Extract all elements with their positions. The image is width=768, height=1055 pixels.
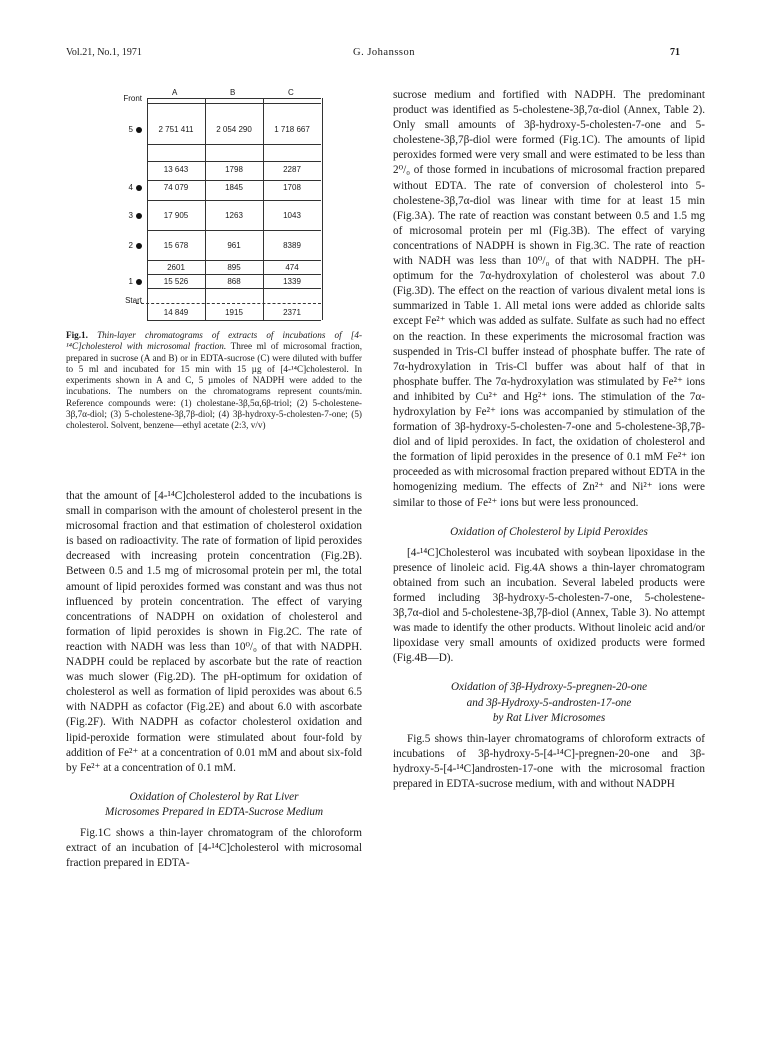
- count-cell: 15 526: [163, 277, 189, 286]
- section-heading: Oxidation of Cholesterol by Lipid Peroxides: [450, 525, 648, 538]
- section-heading-line: by Rat Liver Microsomes: [492, 711, 606, 724]
- reference-spot-icon: [136, 279, 142, 285]
- paragraph: Fig.5 shows thin-layer chromatograms of chloroform extracts of incubations of 3β-hydroxy-5-[4-¹⁴C]-pregnen-20-one and 3β-hydroxy-5-[4-¹⁴C]androsten-17-one with the microsomal fraction prepared in EDTA-sucrose medium, with and without NADPH: [393, 732, 705, 791]
- paragraph: [4-¹⁴C]Cholesterol was incubated with soybean lipoxidase in the presence of linoleic acid. Fig.4A shows a thin-layer chromatogram obtained from such an incubation. Several labeled products were formed including 3β-hydroxy-5-cholesten-7-one, 5-cholestene-3β,7α-diol and 5-cholestene-3β,7β-diol (Annex, Table 3). No attempt was made to identify the other products. Without linoleic acid and/or lipoxidase very small amounts of oxidized products were formed (Fig.4B—D).: [393, 546, 705, 665]
- right-text-column: [393, 88, 705, 792]
- count-cell: 15 678: [163, 241, 189, 250]
- reference-4-label: 4: [96, 183, 142, 192]
- count-cell: 2601: [167, 263, 185, 272]
- count-cell: 1263: [225, 211, 243, 220]
- count-cell: 74 079: [163, 183, 189, 192]
- count-cell: 1798: [225, 165, 243, 174]
- front-line: [147, 98, 321, 99]
- count-cell: 1043: [283, 211, 301, 220]
- band-boundary: [147, 161, 321, 162]
- count-cell: 14 849: [163, 308, 189, 317]
- band-boundary: [147, 274, 321, 275]
- paragraph: that the amount of [4-¹⁴C]cholesterol added to the incubations is small in comparison with the amount of cholesterol present in the microsomal fraction and that estimation of cholesterol oxidation is based on radioactivity. The rate of formation of lipid peroxides decreased with increasing protein concentration (Fig.2B). Between 0.5 and 1.5 mg of microsomal protein per ml, the total amount of lipid peroxides formed was constant and was thus not influenced by protein concentration. The effect of varying concentrations of NADPH on oxidation of cholesterol and formation of lipid peroxides is shown in Fig.2C. The rate of reaction with NADH was less than 10⁰/₀ of that with NADPH. NADPH could be replaced by ascorbate but the rate of reaction was much slower (Fig.2D). The pH-optimum for oxidation of cholesterol as well as formation of lipid peroxides was about 6.5 with NADPH as cofactor (Fig.2E) and about 6.0 with ascorbate (Fig.2F). With NADPH as cofactor cholesterol oxidation and lipid-peroxide formation were stimulated about four-fold by addition of Fe²⁺ at a concentration of 0.01 mM and about six-fold by Fe²⁺ at a concentration of 0.1 mM.: [66, 490, 362, 774]
- section-heading-line: Oxidation of 3β-Hydroxy-5-pregnen-20-one: [450, 681, 648, 694]
- count-cell: 1915: [225, 308, 243, 317]
- section-heading-line: Oxidation of Cholesterol by Rat Liver: [129, 790, 299, 803]
- reference-5-label: 5: [96, 125, 142, 134]
- front-line: [147, 103, 321, 104]
- section-heading-line: and 3β-Hydroxy-5-androsten-17-one: [466, 696, 632, 709]
- count-cell: 17 905: [163, 211, 189, 220]
- count-cell: 1845: [225, 183, 243, 192]
- band-boundary: [147, 144, 321, 145]
- caption-lead: Fig.1.: [66, 330, 88, 340]
- reference-spot-icon: [136, 185, 142, 191]
- band-boundary: [147, 320, 321, 321]
- count-cell: 474: [285, 263, 299, 272]
- column-label-a: A: [172, 88, 178, 97]
- page-number: 71: [670, 47, 680, 58]
- count-cell: 961: [227, 241, 241, 250]
- column-label-b: B: [230, 88, 236, 97]
- journal-volume: Vol.21, No.1, 1971: [66, 47, 142, 58]
- reference-3-label: 3: [96, 211, 142, 220]
- count-cell: 2287: [283, 165, 301, 174]
- reference-spot-icon: [136, 127, 142, 133]
- count-cell: 2 751 411: [158, 125, 194, 134]
- figure-1-chromatogram: [96, 88, 326, 328]
- count-cell: 8389: [283, 241, 301, 250]
- section-heading: [66, 790, 362, 820]
- section-heading-line: Microsomes Prepared in EDTA-Sucrose Medium: [104, 805, 324, 818]
- section-heading: [393, 680, 705, 725]
- count-cell: 13 643: [163, 165, 189, 174]
- band-boundary: [147, 260, 321, 261]
- caption-body: Three ml of microsomal fraction, prepared in sucrose (A and B) or in EDTA-sucrose (C) were diluted with buffer to 5 ml and incubated for 15 min with 15 µg of [4-¹⁴C]cholesterol. In experiments shown in A and C, 5 µmoles of NADPH were added to the incubations. The numbers on the chromatograms represent counts/min. Reference compounds were: (1) cholestane-3β,5α,6β-triol; (2) 5-cholestene-3β,7α-diol; (3) 5-cholestene-3β,7β-diol; (4) 3β-hydroxy-5-cholesten-7-one; (5) cholesterol. Solvent, benzene—ethyl acetate (2:3, v/v): [66, 341, 362, 431]
- reference-1-label: 1: [96, 277, 142, 286]
- count-cell: 1339: [283, 277, 301, 286]
- start-label: Start: [125, 296, 142, 305]
- count-cell: 1 718 667: [274, 125, 310, 134]
- start-line: [136, 303, 321, 304]
- reference-spot-icon: [136, 243, 142, 249]
- paragraph: Fig.1C shows a thin-layer chromatogram of the chloroform extract of an incubation of [4-¹⁴C]cholesterol with microsomal fraction prepared in EDTA-: [66, 826, 362, 870]
- count-cell: 868: [227, 277, 241, 286]
- band-boundary: [147, 230, 321, 231]
- count-cell: 895: [227, 263, 241, 272]
- running-author: G. Johansson: [352, 47, 415, 58]
- count-cell: 1708: [283, 183, 301, 192]
- front-label: Front: [123, 94, 142, 103]
- left-text-column: [66, 489, 362, 871]
- band-boundary: [147, 180, 321, 181]
- band-boundary: [147, 200, 321, 201]
- reference-2-label: 2: [96, 241, 142, 250]
- column-label-c: C: [288, 88, 294, 97]
- paragraph: sucrose medium and fortified with NADPH. The predominant product was identified as 5-cholestene-3β,7α-diol (Annex, Table 2). Only small amounts of 3β-hydroxy-5-cholesten-7-one and 5-cholestene-3β,7β-diol were formed (Fig.1C). The amounts of lipid peroxides formed were very small and were estimated to be less than 2⁰/₀ of those formed in incubations of microsomal fraction prepared without EDTA. The rate of conversion of cholesterol into 5-cholestene-3β,7α-diol was linear with time for at least 15 min (Fig.3A). The rate of reaction was constant between 0.5 and 1.5 mg of microsomal protein per ml (Fig.3B). The effect of varying concentrations of NADPH is shown in Fig.3C. The rate of reaction with NADH was less than 10⁰/₀ of that with NADPH. The pH-optimum for the 7α-hydroxylation of cholesterol was about 7.0 (Fig.3D). The effect on the reaction of various divalent metal ions is summarized in Table 1. All metal ions were added as chloride salts except Fe²⁺ which was added as sulfate. Sulfate as such had no effect on the reaction. In these experiments the microsomal fraction was suspended in Tris-Cl buffer instead of phosphate buffer. The rate of 7α-hydroxylation in Tris-Cl buffer was about half of that in phosphate buffer. The 7α-hydroxylation was stimulated by Fe²⁺ ions and inhibited by Cu²⁺ and Hg²⁺ ions. The stimulation of the 7α-hydroxylation by Fe²⁺ ions was accompanied by stimulation of the formation of 3β-hydroxy-5-cholesten-7-one and 5-cholestene-3β,7β-diol and of lipid peroxides. In fact, the oxidation of cholesterol and the formation of lipid peroxides in the presence of 0.1 mM Fe²⁺ ion proceeded as with microsomal fraction prepared without EDTA in the homogenizing medium. The effects of Zn²⁺ and Ni²⁺ ions were similar to those of Fe²⁺ ions but were less pronounced.: [393, 89, 705, 509]
- reference-spot-icon: [136, 213, 142, 219]
- count-cell: 2 054 290: [216, 125, 252, 134]
- band-boundary: [147, 288, 321, 289]
- figure-1-caption: [66, 330, 362, 432]
- count-cell: 2371: [283, 308, 301, 317]
- caption-title: Thin-layer chromatograms of extracts of incubations of [4-¹⁴C]cholesterol with microsomal fraction.: [66, 330, 363, 352]
